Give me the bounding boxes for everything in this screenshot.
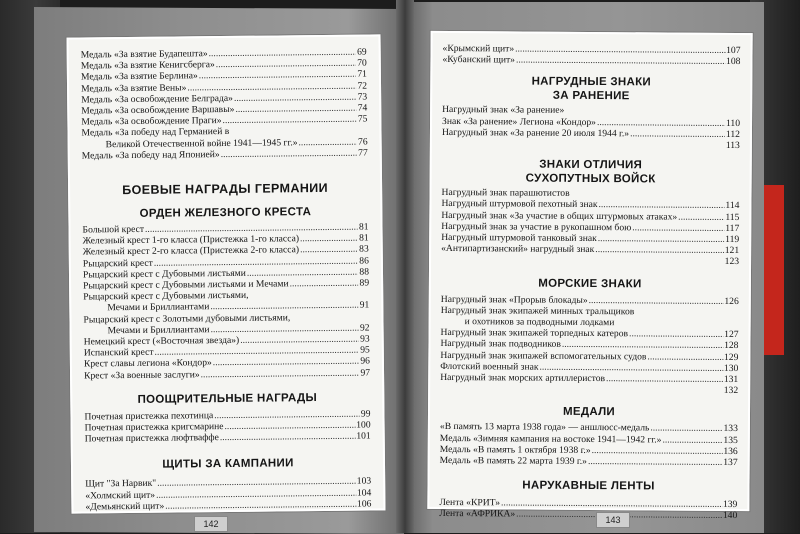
toc-entry-title: «Крымский щит» (442, 42, 515, 55)
toc-entry-page: 83 (359, 243, 369, 256)
toc-entry: Нагрудный знак экипажей минных тральщиков (440, 304, 635, 318)
toc-entry-page: 112 (725, 128, 740, 140)
toc-entry-title: Медаль «За освобождение Праги» (81, 115, 222, 128)
shields-continued-list (442, 43, 740, 67)
shields-list (85, 476, 371, 513)
toc-entry-title: «Кубанский щит» (442, 54, 516, 66)
toc-entry-page: 115 (725, 211, 740, 223)
toc-entry-title: Крест славы легиона «Кондор» (83, 357, 212, 370)
toc-entry-page: 117 (725, 222, 740, 234)
toc-entry-page: 95 (360, 344, 370, 356)
toc-entry (84, 367, 370, 381)
toc-entry-title: Флотский военный знак (440, 360, 539, 373)
toc-entry-title: Нагрудный знак морских артиллеристов (440, 372, 606, 385)
toc-entry: Мечами и Бриллиантами ..... 92 (84, 322, 370, 336)
toc-entry-title: Нагрудный штурмовой танковый знак (441, 231, 597, 245)
section-heading-naval: МОРСКИЕ ЗНАКИ (538, 277, 642, 291)
toc-entry-page: 129 (723, 351, 739, 363)
toc-entry-title: Рыцарский крест с Дубовыми листьями (82, 267, 246, 281)
ground-badges-list (441, 187, 739, 256)
toc-entry-title: Нагрудный знак «За ранение» (442, 104, 565, 117)
toc-entry-title: Медаль «За взятие Кенигсберга» (80, 59, 215, 72)
toc-entry-page: 136 (723, 445, 738, 457)
toc-entry-page: 93 (360, 333, 370, 345)
toc-entry (440, 455, 738, 468)
toc-entry-title: Почетная пристежка пехотинца (84, 410, 214, 423)
toc-entry-title: Нагрудный знак парашютистов (441, 187, 570, 200)
toc-entry-title: Немецкий крест («Восточная звезда») (83, 334, 240, 348)
toc-entry-title: Почетная пристежка люфтваффе (84, 432, 219, 445)
toc-entry-title: Лента «КРИТ» (439, 497, 501, 509)
toc-entry-page: 86 (359, 255, 369, 267)
toc-entry-title: Рыцарский крест с Дубовыми листьями и Мечами (83, 278, 289, 292)
toc-entry-title: «В память 13 марта 1938 года» — аншлюсс-медаль (439, 421, 650, 434)
toc-entry-page: 140 (722, 510, 738, 522)
section-heading-ground-2: СУХОПУТНЫХ ВОЙСК (525, 172, 656, 186)
toc-entry-page: 101 (356, 430, 371, 442)
clasps-list (84, 408, 370, 445)
toc-entry-page: 96 (360, 355, 370, 368)
toc-entry (85, 498, 371, 512)
toc-entry-title: Нагрудный знак за участие в рукопашном бою (441, 220, 632, 234)
toc-entry: Мечами и Бриллиантами ..... 91 (83, 300, 369, 314)
iron-cross-list (82, 222, 369, 292)
toc-entry-page: 69 (357, 46, 367, 58)
toc-entry-title: Нагрудный знак «За ранение 20 июля 1944 г.» (441, 126, 630, 140)
toc-entry (440, 372, 738, 385)
toc-entry-title: Лента «АФРИКА» (439, 508, 516, 520)
toc-entry-page: 128 (724, 340, 739, 352)
toc-entry-page: 133 (723, 423, 738, 435)
toc-entry-page: 139 (722, 499, 738, 511)
section-heading-clasps: ПООЩРИТЕЛЬНЫЕ НАГРАДЫ (137, 391, 318, 406)
toc-entry-title: Медаль «За взятие Вены» (80, 82, 187, 95)
toc-entry-title: Щит "За Нарвик" (85, 478, 157, 490)
toc-entry-page: 81 (358, 232, 369, 244)
toc-entry-page: 114 (725, 200, 740, 212)
toc-entry-title: Железный крест 1-го класса (Пристежка 1-го класса) (82, 233, 300, 247)
toc-entry-title: Почетная пристежка кригсмарине (84, 421, 224, 434)
section-heading-iron-cross: ОРДЕН ЖЕЛЕЗНОГО КРЕСТА (139, 206, 312, 220)
toc-entry-title: Медаль «Зимняя кампания на востоке 1941—1942 гг.» (439, 432, 662, 446)
toc-entry-page: 127 (724, 329, 739, 341)
toc-entry-page: 108 (726, 56, 741, 68)
toc-entry-title: Нагрудный штурмовой пехотный знак (441, 198, 598, 211)
toc-entry-title: Нагрудный знак экипажей торпедных катеров (440, 327, 629, 340)
toc-entry-title: Знак «За ранение» Легиона «Кондор» (442, 115, 597, 128)
section-heading-ground-1: ЗНАКИ ОТЛИЧИЯ (539, 158, 643, 172)
toc-entry (442, 54, 740, 67)
toc-entry-title: Медаль «В память 22 марта 1939 г.» (439, 455, 588, 468)
toc-entry (85, 431, 371, 445)
toc-entry-page: 106 (356, 498, 372, 510)
section-heading-medals: МЕДАЛИ (562, 406, 616, 419)
section-heading-wound-2: ЗА РАНЕНИЕ (552, 90, 630, 103)
toc-entry-title: Медаль «За освобождение Белграда» (81, 92, 233, 106)
toc-entry-title: Крест «За военные заслуги» (83, 368, 200, 382)
toc-entry: Великой Отечественной войне 1941—1945 гг.» ..... 76 (82, 136, 368, 150)
toc-entry-title: Медаль «В память 1 октября 1938 г.» (439, 443, 591, 456)
toc-entry-page: 121 (724, 245, 740, 257)
toc-entry-page: 73 (357, 91, 368, 103)
toc-entry-page: 100 (356, 419, 371, 431)
toc-page-number: 132 (723, 385, 739, 397)
naval-badges-list (440, 327, 738, 385)
toc-entry-page: 119 (725, 233, 740, 246)
toc-entry-page: 135 (723, 434, 738, 446)
section-heading-wound-1: НАГРУДНЫЕ ЗНАКИ (531, 75, 652, 89)
section-heading-sleeve: НАРУКАВНЫЕ ЛЕНТЫ (522, 479, 655, 493)
toc-entry-title: Медаль «За освобождение Варшавы» (81, 103, 235, 117)
toc-entry: Нагрудный знак «Прорыв блокады» ..... 126 (441, 294, 739, 307)
toc-entry-page: 107 (726, 44, 741, 57)
intro-list (81, 47, 368, 128)
toc-entry-page: 88 (359, 266, 370, 278)
toc-entry (439, 508, 737, 521)
toc-entry: Рыцарский крест с Дубовыми листьями, (83, 290, 249, 303)
toc-entry-page: 71 (357, 68, 367, 81)
toc-entry-page: 103 (356, 475, 372, 488)
toc-entry-title: Нагрудный знак экипажей вспомогательных судов (440, 349, 647, 363)
section-heading-shields: ЩИТЫ ЗА КАМПАНИИ (162, 457, 294, 472)
toc-entry-page: 75 (357, 113, 368, 125)
section-heading-main: БОЕВЫЕ НАГРАДЫ ГЕРМАНИИ (122, 180, 329, 198)
toc-entry: Медаль «За победу над Германией в (81, 126, 230, 139)
toc-page-number: 123 (724, 256, 740, 268)
toc-entry-title: Рыцарский крест (82, 257, 153, 270)
toc-entry-page: 104 (356, 487, 372, 499)
toc-entry-title: Медаль «За взятие Берлина» (80, 70, 198, 83)
toc-entry-title: Медаль «За взятие Будапешта» (80, 48, 208, 61)
page-number-right: 143 (596, 512, 630, 528)
toc-entry-title: Железный крест 2-го класса (Пристежка 2-го класса) (82, 244, 300, 258)
toc-entry-page: 70 (357, 57, 367, 69)
toc-entry-page: 130 (723, 362, 739, 374)
toc-entry-title: Испанский крест (83, 347, 154, 359)
sleeve-bands-list (439, 497, 737, 521)
toc-entry: и охотников за подводными лодками (464, 316, 615, 329)
toc-entry-page: 89 (359, 277, 370, 289)
page-number-left: 142 (194, 516, 228, 532)
toc-entry-title: «Холмский щит» (85, 489, 156, 502)
toc-entry-page: 137 (723, 457, 738, 469)
toc-entry (442, 127, 740, 140)
toc-entry-title: «Демьянский щит» (85, 500, 165, 513)
medals-list (440, 421, 738, 468)
iron-cross-list-2 (84, 334, 370, 382)
left-toc-panel (67, 34, 386, 513)
toc-entry-title: Нагрудный знак «За участие в общих штурмовых атаках» (441, 209, 678, 223)
toc-entry-page: 131 (723, 373, 739, 386)
toc-page-number: 113 (725, 139, 740, 152)
toc-entry-page: 72 (357, 80, 368, 92)
book-gutter (396, 0, 414, 533)
toc-entry: Рыцарский крест с Золотыми дубовыми листьями, (83, 311, 291, 326)
toc-entry-page: 81 (358, 221, 369, 233)
toc-entry-title: «Антипартизанский» нагрудный знак (441, 243, 595, 256)
toc-entry (441, 243, 739, 256)
toc-entry-page: 74 (357, 102, 368, 114)
toc-entry-page: 99 (360, 408, 371, 420)
toc-entry-title: Большой крест (82, 223, 145, 236)
toc-entry-title: Нагрудный знак подводников (440, 338, 561, 351)
toc-entry-page: 97 (360, 367, 371, 379)
toc-entry: Медаль «За победу над Японией» ..... 77 (82, 147, 368, 161)
toc-entry-page: 110 (725, 117, 741, 129)
wound-badges-list (442, 104, 740, 140)
